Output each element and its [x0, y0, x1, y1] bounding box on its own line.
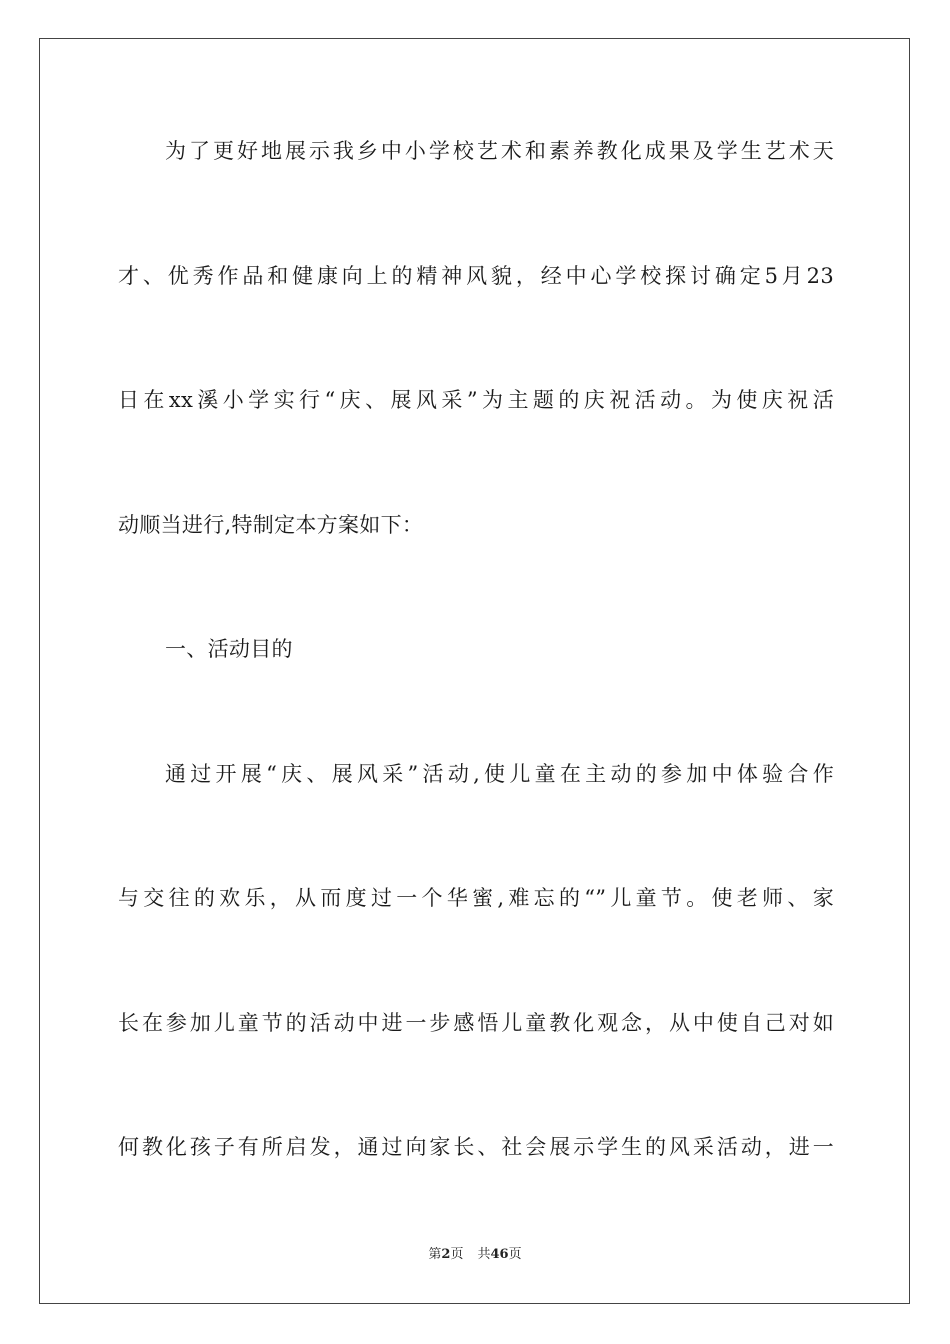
total-prefix: 共	[477, 1247, 491, 1262]
total-suffix: 页	[508, 1247, 522, 1262]
total-pages: 46	[490, 1247, 509, 1262]
page-footer	[0, 1246, 950, 1264]
page-suffix: 页	[450, 1247, 464, 1262]
page-frame	[39, 38, 910, 1304]
page-prefix: 第	[428, 1247, 442, 1262]
paragraph-1-line-1: 为了更好地展示我乡中小学校艺术和素养教化成果及学生艺术天	[165, 139, 834, 163]
paragraph-1-line-3: 日在xx溪小学实行“庆、展风采”为主题的庆祝活动。为使庆祝活	[118, 388, 834, 412]
paragraph-1-line-4: 动顺当进行,特制定本方案如下：	[118, 513, 424, 537]
section-heading-1: 一、活动目的	[165, 637, 293, 661]
paragraph-2-line-2: 与交往的欢乐，从而度过一个华蜜,难忘的“”儿童节。使老师、家	[118, 886, 834, 910]
paragraph-2-line-3: 长在参加儿童节的活动中进一步感悟儿童教化观念，从中使自己对如	[118, 1011, 834, 1035]
paragraph-1-line-2: 才、优秀作品和健康向上的精神风貌，经中心学校探讨确定5月23	[118, 264, 834, 288]
page-number: 2	[441, 1247, 451, 1262]
paragraph-2-line-4: 何教化孩子有所启发，通过向家长、社会展示学生的风采活动，进一	[118, 1135, 834, 1159]
paragraph-2-line-1: 通过开展“庆、展风采”活动,使儿童在主动的参加中体验合作	[165, 762, 834, 786]
